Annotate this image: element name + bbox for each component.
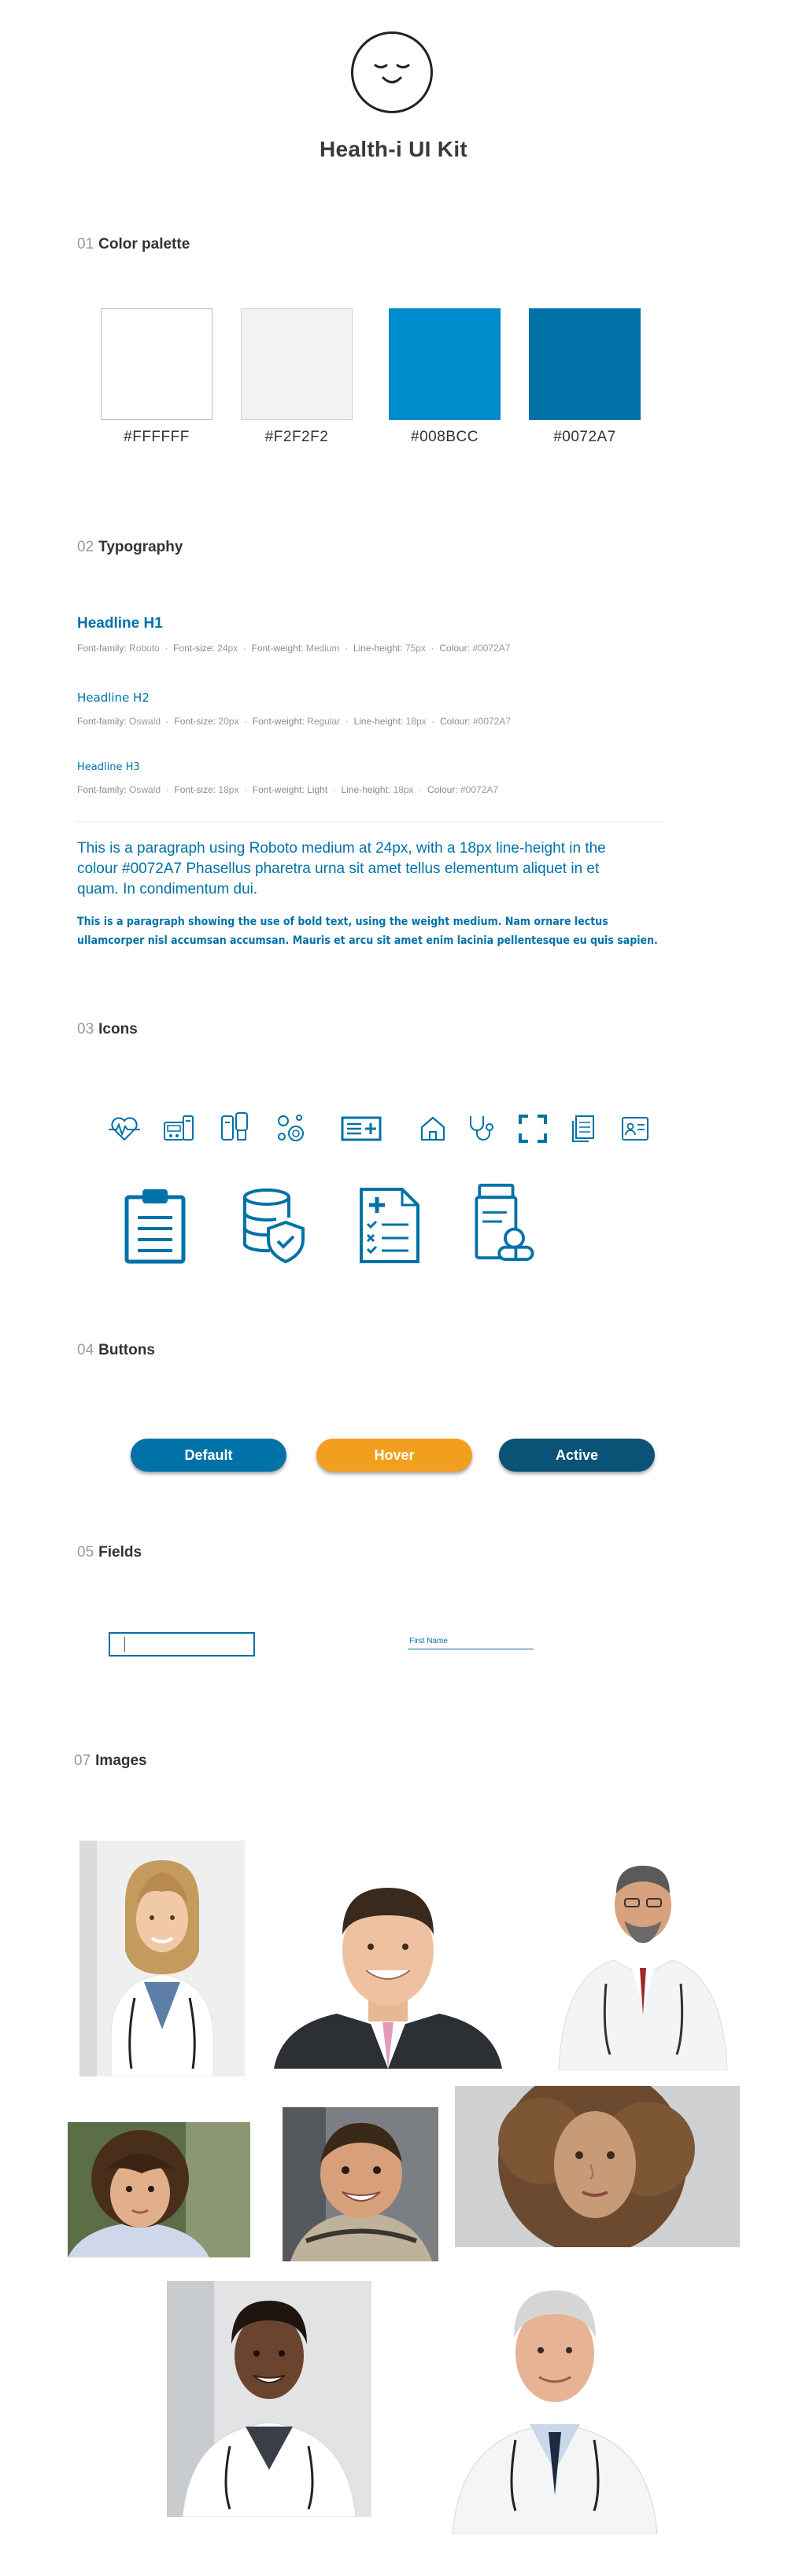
female-doctor-photo-2 [167, 2281, 371, 2517]
section-label: Fields [98, 1544, 142, 1561]
smiling-toddler-photo [283, 2107, 438, 2261]
section-label: Color palette [98, 236, 190, 252]
section-title-fields [77, 1544, 142, 1561]
text-input-focused[interactable] [109, 1632, 255, 1657]
spec-label: Font-size: [174, 784, 216, 795]
logo-smiley-icon [351, 31, 433, 113]
spec-label: Font-weight: Light [252, 784, 328, 795]
fullscreen-icon [515, 1111, 550, 1146]
section-title-icons [77, 1021, 138, 1038]
pill-bottle-icon [471, 1182, 538, 1261]
clipboard-icon [122, 1186, 188, 1265]
spec-label: Colour: [427, 784, 458, 795]
heartbeat-icon [107, 1111, 142, 1146]
spec-label: Line-height: [341, 784, 391, 795]
section-number: 07 [74, 1752, 91, 1769]
spec-value: #0072A7 [460, 784, 499, 795]
spec-value: #0072A7 [472, 643, 511, 654]
spec-value: 18px [405, 716, 427, 727]
section-title-typography [77, 539, 183, 556]
headline-h1-sample: Headline H1 [77, 615, 163, 632]
home-icon [416, 1111, 450, 1146]
text-caret [124, 1637, 125, 1652]
spec-value: Oswald [129, 716, 161, 727]
divider [76, 821, 664, 822]
swatch-label: #F2F2F2 [264, 429, 329, 445]
spec-value: Regular [307, 716, 341, 727]
headline-h2-sample: Headline H2 [77, 691, 150, 705]
h3-spec: Font-family: Oswald · Font-size: 18px · Font-weight: Light · Line-height: 18px · Colour: #0072A7 [77, 784, 499, 795]
spec-label: Colour: [439, 643, 471, 654]
swatch-dark-blue [529, 308, 641, 420]
section-number: 02 [77, 539, 94, 555]
id-card-plus-icon [341, 1111, 383, 1146]
cells-icon [274, 1111, 309, 1146]
spec-label: Font-size: [173, 643, 215, 654]
page-title: Health-i UI Kit [319, 137, 468, 161]
spec-label: Font-size: [174, 716, 216, 727]
section-label: Images [95, 1752, 147, 1769]
spec-label: Colour: [439, 716, 471, 727]
female-doctor-photo [79, 1841, 245, 2077]
default-button[interactable]: Default [131, 1439, 286, 1472]
section-title-palette [77, 236, 190, 253]
medical-devices-icon [161, 1111, 196, 1146]
spec-label: Font-family: [77, 643, 127, 654]
spec-label: Font-family: [77, 784, 127, 795]
curly-hair-child-photo [68, 2122, 250, 2257]
section-number: 03 [77, 1021, 94, 1037]
swatch-white [101, 308, 212, 420]
section-label: Buttons [98, 1342, 155, 1358]
spec-label: Font-family: [77, 716, 127, 727]
h1-spec: Font-family: Roboto · Font-size: 24px · Font-weight: Medium · Line-height: 75px · Colour: #0072A7 [77, 643, 511, 654]
section-number: 05 [77, 1544, 94, 1561]
spec-value: Oswald [129, 784, 161, 795]
swatch-label: #0072A7 [553, 429, 616, 445]
swatch-light-grey [241, 308, 353, 420]
spec-value: 75px [405, 643, 426, 654]
headline-h3-sample: Headline H3 [77, 761, 140, 773]
documents-icon [567, 1111, 601, 1146]
spec-value: #0072A7 [473, 716, 512, 727]
database-shield-icon [240, 1186, 306, 1265]
section-label: Typography [98, 539, 183, 555]
first-name-label: First Name [409, 1637, 448, 1645]
spec-label: Font-weight: [251, 643, 304, 654]
hover-button[interactable]: Hover [316, 1439, 472, 1472]
inhaler-icon [217, 1110, 252, 1144]
swatch-blue [389, 308, 501, 420]
spec-value: Roboto [129, 643, 160, 654]
section-number: 04 [77, 1342, 94, 1358]
spec-label: Line-height: [353, 643, 403, 654]
spec-label: Line-height: [353, 716, 404, 727]
paragraph-sample-regular: This is a paragraph using Roboto medium at 24px, with a 18px line-height in the colour #0072A7 Phasellus pharetra urna sit amet tellus elementum aliquet in et quam. In condimentum dui. [77, 840, 606, 897]
h2-spec: Font-family: Oswald · Font-size: 20px · Font-weight: Regular · Line-height: 18px · Colour: #0072A7 [77, 716, 512, 727]
spec-value: 18px [393, 784, 414, 795]
stethoscope-icon [463, 1111, 497, 1146]
spec-value: 24px [217, 643, 238, 654]
section-label: Icons [98, 1021, 138, 1037]
paragraph-sample-bold: This is a paragraph showing the use of bold text, using the weight medium. Nam ornare lectus ullamcorper nisl accumsan accumsan. Mauris et arcu sit amet enim lacinia pellentesque eu quis sapien. [77, 916, 658, 947]
spec-value: 18px [218, 784, 239, 795]
spec-value: 20px [218, 716, 239, 727]
grey-hair-doctor-photo [445, 2267, 665, 2534]
curly-hair-woman-photo [455, 2086, 740, 2247]
spec-value: Medium [305, 643, 340, 654]
section-title-images [74, 1752, 147, 1770]
swatch-label: #008BCC [411, 429, 478, 445]
medical-checklist-icon [357, 1186, 423, 1265]
businessman-photo [274, 1868, 502, 2069]
contact-card-icon [618, 1111, 652, 1146]
active-button[interactable]: Active [499, 1439, 655, 1472]
senior-doctor-photo [543, 1850, 744, 2070]
spec-label: Font-weight: [252, 716, 305, 727]
section-number: 01 [77, 236, 94, 252]
swatch-label: #FFFFFF [124, 429, 190, 445]
section-title-buttons [77, 1342, 155, 1359]
